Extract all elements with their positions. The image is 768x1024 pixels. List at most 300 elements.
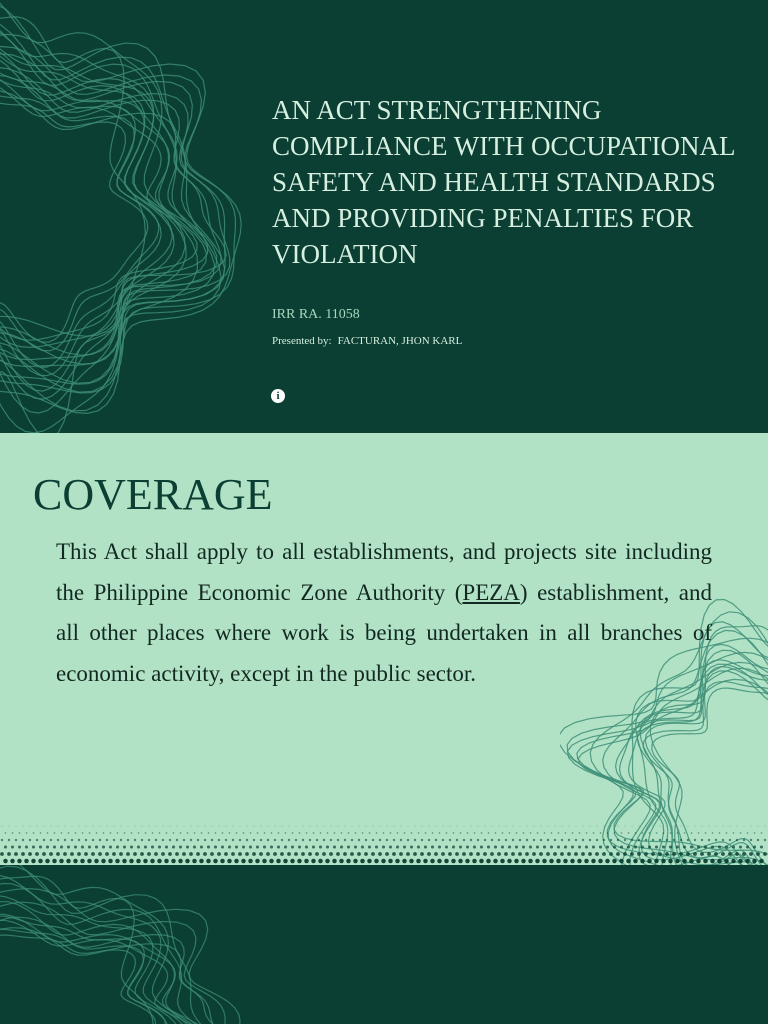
- pattern-dot: [18, 845, 21, 848]
- pattern-dot: [37, 826, 38, 827]
- pattern-dot: [639, 826, 640, 827]
- pattern-dot: [567, 852, 571, 856]
- pattern-dot: [315, 852, 319, 856]
- pattern-dot: [683, 845, 686, 848]
- pattern-dot: [180, 832, 182, 834]
- pattern-dot: [219, 826, 220, 827]
- pattern-dot: [291, 845, 294, 848]
- pattern-dot: [606, 845, 609, 848]
- pattern-dot: [121, 826, 122, 827]
- pattern-dot: [358, 839, 360, 841]
- pattern-dot: [696, 859, 701, 864]
- pattern-dot: [697, 845, 700, 848]
- pattern-dot: [465, 859, 470, 864]
- pattern-dot: [323, 839, 325, 841]
- pattern-dot: [385, 852, 389, 856]
- pattern-dot: [187, 832, 189, 834]
- pattern-dot: [179, 845, 182, 848]
- pattern-dot: [327, 832, 329, 834]
- pattern-dot: [703, 859, 708, 864]
- pattern-dot: [536, 845, 539, 848]
- pattern-dot: [215, 832, 217, 834]
- pattern-dot: [410, 845, 413, 848]
- pattern-dot: [84, 852, 88, 856]
- pattern-dot: [288, 839, 290, 841]
- pattern-dot: [676, 845, 679, 848]
- pattern-dot: [276, 859, 281, 864]
- pattern-dot: [485, 826, 486, 827]
- pattern-dot: [492, 826, 493, 827]
- pattern-dot: [29, 839, 31, 841]
- pattern-dot: [701, 839, 703, 841]
- pattern-dot: [535, 859, 540, 864]
- peza-link[interactable]: PEZA: [462, 579, 520, 605]
- pattern-dot: [564, 845, 567, 848]
- pattern-dot: [155, 839, 157, 841]
- pattern-dot: [232, 839, 234, 841]
- pattern-dot: [543, 845, 546, 848]
- pattern-dot: [330, 839, 332, 841]
- pattern-dot: [47, 832, 49, 834]
- pattern-dot: [583, 826, 584, 827]
- wave-line: [0, 45, 174, 392]
- pattern-dot: [631, 839, 633, 841]
- pattern-dot: [206, 859, 211, 864]
- pattern-dot: [522, 845, 525, 848]
- pattern-dot: [210, 852, 214, 856]
- pattern-dot: [173, 832, 175, 834]
- pattern-dot: [381, 859, 386, 864]
- pattern-dot: [707, 852, 711, 856]
- pattern-dot: [79, 826, 80, 827]
- pattern-dot: [247, 826, 248, 827]
- pattern-dot: [523, 832, 525, 834]
- pattern-dot: [313, 832, 315, 834]
- pattern-dot: [124, 832, 126, 834]
- pattern-dot: [494, 845, 497, 848]
- pattern-dot: [93, 826, 94, 827]
- pattern-dot: [246, 839, 248, 841]
- pattern-dot: [596, 839, 598, 841]
- pattern-dot: [260, 839, 262, 841]
- pattern-dot: [438, 845, 441, 848]
- pattern-dot: [472, 859, 477, 864]
- pattern-dot: [114, 826, 115, 827]
- pattern-dot: [368, 845, 371, 848]
- pattern-dot: [61, 832, 63, 834]
- coverage-body-start: This Act shall apply to all establishments, and projects site including the Philippine Economic Zone Authority (: [56, 539, 712, 605]
- pattern-dot: [259, 852, 263, 856]
- pattern-dot: [239, 839, 241, 841]
- pattern-dot: [408, 826, 409, 827]
- wave-line: [0, 896, 179, 1024]
- pattern-dot: [312, 845, 315, 848]
- pattern-dot: [401, 826, 402, 827]
- pattern-dot: [422, 826, 423, 827]
- pattern-dot: [693, 852, 697, 856]
- pattern-dot: [570, 859, 575, 864]
- pattern-dot: [283, 859, 288, 864]
- pattern-dot: [178, 859, 183, 864]
- pattern-dot: [655, 845, 658, 848]
- pattern-dot: [414, 839, 416, 841]
- pattern-dot: [425, 832, 427, 834]
- pattern-dot: [189, 852, 193, 856]
- pattern-dot: [429, 826, 430, 827]
- pattern-dot: [147, 852, 151, 856]
- pattern-dot: [466, 845, 469, 848]
- pattern-dot: [388, 859, 393, 864]
- pattern-dot: [324, 826, 325, 827]
- pattern-dot: [11, 845, 14, 848]
- pattern-dot: [498, 839, 500, 841]
- pattern-dot: [481, 832, 483, 834]
- pattern-dot: [297, 859, 302, 864]
- pattern-dot: [404, 832, 406, 834]
- pattern-dot: [604, 826, 605, 827]
- pattern-dot: [501, 845, 504, 848]
- pattern-dot: [694, 839, 696, 841]
- pattern-dot: [393, 839, 395, 841]
- pattern-dot: [682, 859, 687, 864]
- pattern-dot: [681, 826, 682, 827]
- pattern-dot: [154, 852, 158, 856]
- wave-line: [0, 866, 222, 1024]
- pattern-dot: [333, 845, 336, 848]
- pattern-dot: [435, 839, 437, 841]
- pattern-dot: [406, 852, 410, 856]
- pattern-dot: [616, 852, 620, 856]
- pattern-dot: [669, 845, 672, 848]
- pattern-dot: [508, 845, 511, 848]
- pattern-dot: [141, 839, 143, 841]
- pattern-dot: [599, 845, 602, 848]
- pattern-dot: [621, 832, 623, 834]
- pattern-dot: [427, 852, 431, 856]
- pattern-dot: [38, 859, 43, 864]
- pattern-dot: [78, 839, 80, 841]
- pattern-dot: [99, 839, 101, 841]
- pattern-dot: [185, 859, 190, 864]
- pattern-dot: [590, 826, 591, 827]
- pattern-dot: [439, 832, 441, 834]
- pattern-dot: [273, 852, 277, 856]
- pattern-dot: [105, 852, 109, 856]
- pattern-dot: [638, 839, 640, 841]
- wave-line: [0, 17, 145, 433]
- pattern-dot: [275, 826, 276, 827]
- pattern-dot: [149, 826, 150, 827]
- pattern-dot: [698, 832, 700, 834]
- pattern-dot: [555, 826, 556, 827]
- pattern-dot: [379, 839, 381, 841]
- pattern-dot: [340, 845, 343, 848]
- pattern-dot: [451, 859, 456, 864]
- pattern-dot: [444, 859, 449, 864]
- pattern-dot: [483, 852, 487, 856]
- pattern-dot: [600, 832, 602, 834]
- pattern-dot: [350, 852, 354, 856]
- pattern-dot: [582, 839, 584, 841]
- pattern-dot: [507, 859, 512, 864]
- pattern-dot: [610, 839, 612, 841]
- pattern-dot: [143, 859, 148, 864]
- pattern-dot: [224, 852, 228, 856]
- pattern-dot: [277, 845, 280, 848]
- pattern-dot: [311, 859, 316, 864]
- pattern-dot: [40, 832, 42, 834]
- pattern-dot: [35, 852, 39, 856]
- pattern-dot: [632, 826, 633, 827]
- coverage-body-end: ) establishment, and all other places where work is being undertaken in all branches of economic activity, except in the public sector.: [56, 579, 712, 686]
- pattern-dot: [106, 839, 108, 841]
- pattern-dot: [666, 839, 668, 841]
- pattern-dot: [133, 852, 137, 856]
- pattern-dot: [316, 839, 318, 841]
- pattern-dot: [203, 852, 207, 856]
- pattern-dot: [731, 859, 736, 864]
- pattern-dot: [46, 845, 49, 848]
- pattern-dot: [57, 839, 59, 841]
- pattern-dot: [432, 832, 434, 834]
- pattern-dot: [50, 839, 52, 841]
- pattern-dot: [506, 826, 507, 827]
- pattern-dot: [389, 845, 392, 848]
- pattern-dot: [120, 839, 122, 841]
- pattern-dot: [499, 826, 500, 827]
- pattern-dot: [25, 845, 28, 848]
- pattern-dot: [221, 845, 224, 848]
- pattern-dot: [674, 826, 675, 827]
- pattern-dot: [733, 832, 735, 834]
- pattern-dot: [750, 839, 752, 841]
- pattern-dot: [613, 845, 616, 848]
- pattern-dot: [700, 852, 704, 856]
- pattern-dot: [372, 839, 374, 841]
- pattern-dot: [558, 832, 560, 834]
- pattern-dot: [290, 859, 295, 864]
- pattern-dot: [378, 852, 382, 856]
- pattern-dot: [763, 852, 767, 856]
- pattern-dot: [346, 859, 351, 864]
- pattern-dot: [144, 845, 147, 848]
- pattern-dot: [211, 839, 213, 841]
- pattern-dot: [64, 839, 66, 841]
- pattern-dot: [656, 832, 658, 834]
- pattern-dot: [480, 845, 483, 848]
- pattern-dot: [765, 826, 766, 827]
- pattern-dot: [640, 859, 645, 864]
- pattern-dot: [609, 852, 613, 856]
- pattern-dot: [318, 859, 323, 864]
- pattern-dot: [137, 845, 140, 848]
- pattern-dot: [467, 832, 469, 834]
- pattern-dot: [282, 826, 283, 827]
- presenter-label: Presented by:: [272, 335, 332, 347]
- pattern-dot: [445, 845, 448, 848]
- pattern-dot: [752, 859, 757, 864]
- pattern-dot: [730, 826, 731, 827]
- pattern-dot: [533, 839, 535, 841]
- pattern-dot: [723, 826, 724, 827]
- pattern-dot: [165, 845, 168, 848]
- pattern-dot: [30, 826, 31, 827]
- pattern-dot: [332, 859, 337, 864]
- pattern-dot: [113, 839, 115, 841]
- pattern-dot: [108, 859, 113, 864]
- pattern-dot: [122, 859, 127, 864]
- pattern-dot: [653, 826, 654, 827]
- pattern-dot: [16, 826, 17, 827]
- pattern-dot: [92, 839, 94, 841]
- pattern-dot: [758, 826, 759, 827]
- pattern-dot: [281, 839, 283, 841]
- pattern-dot: [618, 826, 619, 827]
- pattern-dot: [448, 852, 452, 856]
- pattern-dot: [449, 839, 451, 841]
- pattern-dot: [437, 859, 442, 864]
- pattern-dot: [284, 845, 287, 848]
- pattern-dot: [634, 845, 637, 848]
- pattern-dot: [612, 859, 617, 864]
- pattern-dot: [261, 826, 262, 827]
- pattern-dot: [554, 839, 556, 841]
- pattern-dot: [218, 839, 220, 841]
- pattern-dot: [542, 859, 547, 864]
- pattern-dot: [547, 839, 549, 841]
- pattern-dot: [135, 826, 136, 827]
- pattern-dot: [761, 832, 763, 834]
- pattern-dot: [473, 845, 476, 848]
- pattern-dot: [581, 852, 585, 856]
- pattern-dot: [138, 832, 140, 834]
- pattern-dot: [603, 839, 605, 841]
- pattern-dot: [673, 839, 675, 841]
- pattern-dot: [411, 832, 413, 834]
- pattern-dot: [175, 852, 179, 856]
- pattern-dot: [298, 845, 301, 848]
- pattern-dot: [116, 845, 119, 848]
- pattern-dot: [152, 832, 154, 834]
- pattern-dot: [592, 845, 595, 848]
- pattern-dot: [254, 826, 255, 827]
- pattern-dot: [597, 826, 598, 827]
- pattern-dot: [190, 839, 192, 841]
- pattern-dot: [271, 832, 273, 834]
- pattern-dot: [161, 852, 165, 856]
- pattern-dot: [476, 852, 480, 856]
- pattern-dot: [127, 839, 129, 841]
- pattern-dot: [675, 859, 680, 864]
- pattern-dot: [441, 852, 445, 856]
- pattern-dot: [205, 826, 206, 827]
- pattern-dot: [191, 826, 192, 827]
- pattern-dot: [217, 852, 221, 856]
- dot-pattern-band: [0, 823, 768, 865]
- pattern-dot: [565, 832, 567, 834]
- pattern-dot: [236, 832, 238, 834]
- pattern-dot: [301, 852, 305, 856]
- pattern-dot: [420, 852, 424, 856]
- pattern-dot: [642, 832, 644, 834]
- pattern-dot: [207, 845, 210, 848]
- pattern-dot: [88, 845, 91, 848]
- pattern-dot: [304, 859, 309, 864]
- wave-pattern-bottom: [0, 865, 260, 1024]
- pattern-dot: [274, 839, 276, 841]
- pattern-dot: [509, 832, 511, 834]
- pattern-dot: [386, 839, 388, 841]
- pattern-dot: [575, 839, 577, 841]
- pattern-dot: [140, 852, 144, 856]
- pattern-dot: [250, 832, 252, 834]
- pattern-dot: [22, 839, 24, 841]
- pattern-dot: [359, 826, 360, 827]
- pattern-dot: [192, 859, 197, 864]
- pattern-dot: [17, 859, 22, 864]
- pattern-dot: [156, 826, 157, 827]
- pattern-dot: [518, 852, 522, 856]
- pattern-dot: [691, 832, 693, 834]
- pattern-dot: [527, 826, 528, 827]
- pattern-dot: [63, 852, 67, 856]
- pattern-dot: [630, 852, 634, 856]
- wave-line: [0, 889, 240, 1024]
- pattern-dot: [60, 845, 63, 848]
- pattern-dot: [652, 839, 654, 841]
- pattern-dot: [702, 826, 703, 827]
- title-slide: [0, 0, 768, 433]
- pattern-dot: [44, 826, 45, 827]
- pattern-dot: [686, 852, 690, 856]
- pattern-dot: [56, 852, 60, 856]
- pattern-dot: [605, 859, 610, 864]
- pattern-dot: [329, 852, 333, 856]
- pattern-dot: [470, 839, 472, 841]
- pattern-dot: [225, 839, 227, 841]
- pattern-dot: [732, 845, 735, 848]
- pattern-dot: [574, 852, 578, 856]
- pattern-dot: [514, 859, 519, 864]
- pattern-dot: [431, 845, 434, 848]
- pattern-dot: [562, 826, 563, 827]
- pattern-dot: [95, 845, 98, 848]
- slide-subtitle: IRR RA. 11058: [272, 307, 360, 322]
- pattern-dot: [72, 826, 73, 827]
- pattern-dot: [184, 826, 185, 827]
- pattern-dot: [743, 839, 745, 841]
- pattern-dot: [479, 859, 484, 864]
- pattern-dot: [235, 845, 238, 848]
- pattern-dot: [670, 832, 672, 834]
- pattern-dot: [53, 845, 56, 848]
- pattern-dot: [74, 845, 77, 848]
- info-icon[interactable]: i: [271, 389, 285, 403]
- pattern-dot: [263, 845, 266, 848]
- pattern-dot: [376, 832, 378, 834]
- pattern-dot: [201, 832, 203, 834]
- pattern-dot: [59, 859, 64, 864]
- pattern-dot: [745, 859, 750, 864]
- pattern-dot: [516, 832, 518, 834]
- third-slide: [0, 865, 768, 1024]
- pattern-dot: [257, 832, 259, 834]
- pattern-dot: [709, 826, 710, 827]
- pattern-dot: [455, 852, 459, 856]
- pattern-dot: [450, 826, 451, 827]
- pattern-dot: [366, 826, 367, 827]
- pattern-dot: [382, 845, 385, 848]
